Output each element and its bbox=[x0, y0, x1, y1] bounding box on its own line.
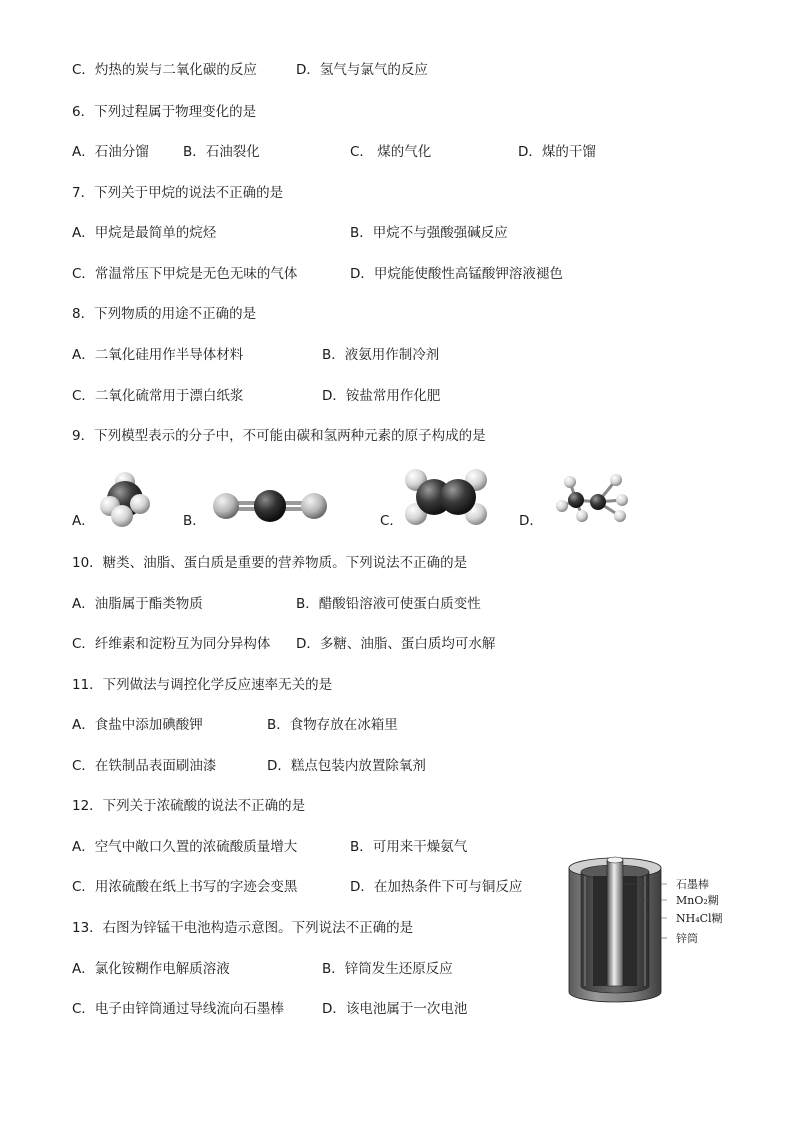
q7-option-c: C．常温常压下甲烷是无色无味的气体 bbox=[72, 266, 298, 282]
q9-stem: 9．下列模型表示的分子中，不可能由碳和氢两种元素的原子构成的是 bbox=[72, 428, 486, 444]
q7-option-d: D．甲烷能使酸性高锰酸钾溶液褪色 bbox=[350, 266, 563, 282]
q10-option-d: D．多糖、油脂、蛋白质均可水解 bbox=[296, 636, 496, 652]
q9-option-b: B． bbox=[183, 513, 206, 529]
q5-option-c: C．灼热的炭与二氧化碳的反应 bbox=[72, 62, 257, 78]
q12-stem: 12．下列关于浓硫酸的说法不正确的是 bbox=[72, 798, 306, 814]
q11-stem: 11．下列做法与调控化学反应速率无关的是 bbox=[72, 677, 333, 693]
q11-option-a: A．食盐中添加碘酸钾 bbox=[72, 717, 203, 733]
q9-option-d: D． bbox=[519, 513, 543, 529]
q6-option-d: D．煤的干馏 bbox=[518, 144, 596, 160]
q8-option-a: A．二氧化硅用作半导体材料 bbox=[72, 347, 244, 363]
q13-option-b: B．锌筒发生还原反应 bbox=[322, 961, 453, 977]
q5-option-d: D．氢气与氯气的反应 bbox=[296, 62, 428, 78]
q7-option-b: B．甲烷不与强酸强碱反应 bbox=[350, 225, 508, 241]
q8-option-b: B．液氨用作制冷剂 bbox=[322, 347, 440, 363]
q8-option-d: D．铵盐常用作化肥 bbox=[322, 388, 441, 404]
q13-option-a: A．氯化铵糊作电解质溶液 bbox=[72, 961, 230, 977]
q11-option-d: D．糕点包装内放置除氧剂 bbox=[267, 758, 426, 774]
q13-option-d: D．该电池属于一次电池 bbox=[322, 1001, 468, 1017]
q12-option-d: D．在加热条件下可与铜反应 bbox=[350, 879, 523, 895]
q10-stem: 10．糖类、油脂、蛋白质是重要的营养物质。下列说法不正确的是 bbox=[72, 555, 468, 571]
q11-option-c: C．在铁制品表面刷油漆 bbox=[72, 758, 217, 774]
q12-option-c: C．用浓硫酸在纸上书写的字迹会变黑 bbox=[72, 879, 298, 895]
q9-option-c: C． bbox=[380, 513, 403, 529]
q7-stem: 7．下列关于甲烷的说法不正确的是 bbox=[72, 185, 284, 201]
q12-option-b: B．可用来干燥氨气 bbox=[350, 839, 468, 855]
molecule-model-b bbox=[208, 484, 332, 528]
q10-option-a: A．油脂属于酯类物质 bbox=[72, 596, 203, 612]
q10-option-c: C．纤维素和淀粉互为同分异构体 bbox=[72, 636, 271, 652]
q12-option-a: A．空气中敞口久置的浓硫酸质量增大 bbox=[72, 839, 298, 855]
q6-option-a: A．石油分馏 bbox=[72, 144, 149, 160]
q8-option-c: C．二氧化硫常用于漂白纸浆 bbox=[72, 388, 244, 404]
molecule-model-d bbox=[540, 470, 632, 526]
q6-option-c: C． 煤的气化 bbox=[350, 144, 432, 160]
q13-option-c: C．电子由锌筒通过导线流向石墨棒 bbox=[72, 1001, 284, 1017]
q6-option-b: B．石油裂化 bbox=[183, 144, 260, 160]
q11-option-b: B．食物存放在冰箱里 bbox=[267, 717, 398, 733]
label-graphite-rod: 石墨棒 bbox=[676, 878, 709, 891]
dry-cell-diagram bbox=[563, 852, 723, 1004]
q6-stem: 6．下列过程属于物理变化的是 bbox=[72, 104, 257, 120]
label-mno2-paste: MnO₂糊 bbox=[676, 894, 719, 907]
label-nh4cl-paste: NH₄Cl糊 bbox=[676, 912, 723, 925]
label-zinc-can: 锌筒 bbox=[676, 932, 698, 945]
q7-option-a: A．甲烷是最简单的烷烃 bbox=[72, 225, 217, 241]
molecule-model-c bbox=[400, 468, 492, 528]
q13-stem: 13．右图为锌锰干电池构造示意图。下列说法不正确的是 bbox=[72, 920, 414, 936]
molecule-model-a bbox=[94, 470, 156, 528]
q8-stem: 8．下列物质的用途不正确的是 bbox=[72, 306, 257, 322]
q10-option-b: B．醋酸铅溶液可使蛋白质变性 bbox=[296, 596, 481, 612]
q9-option-a: A． bbox=[72, 513, 95, 529]
